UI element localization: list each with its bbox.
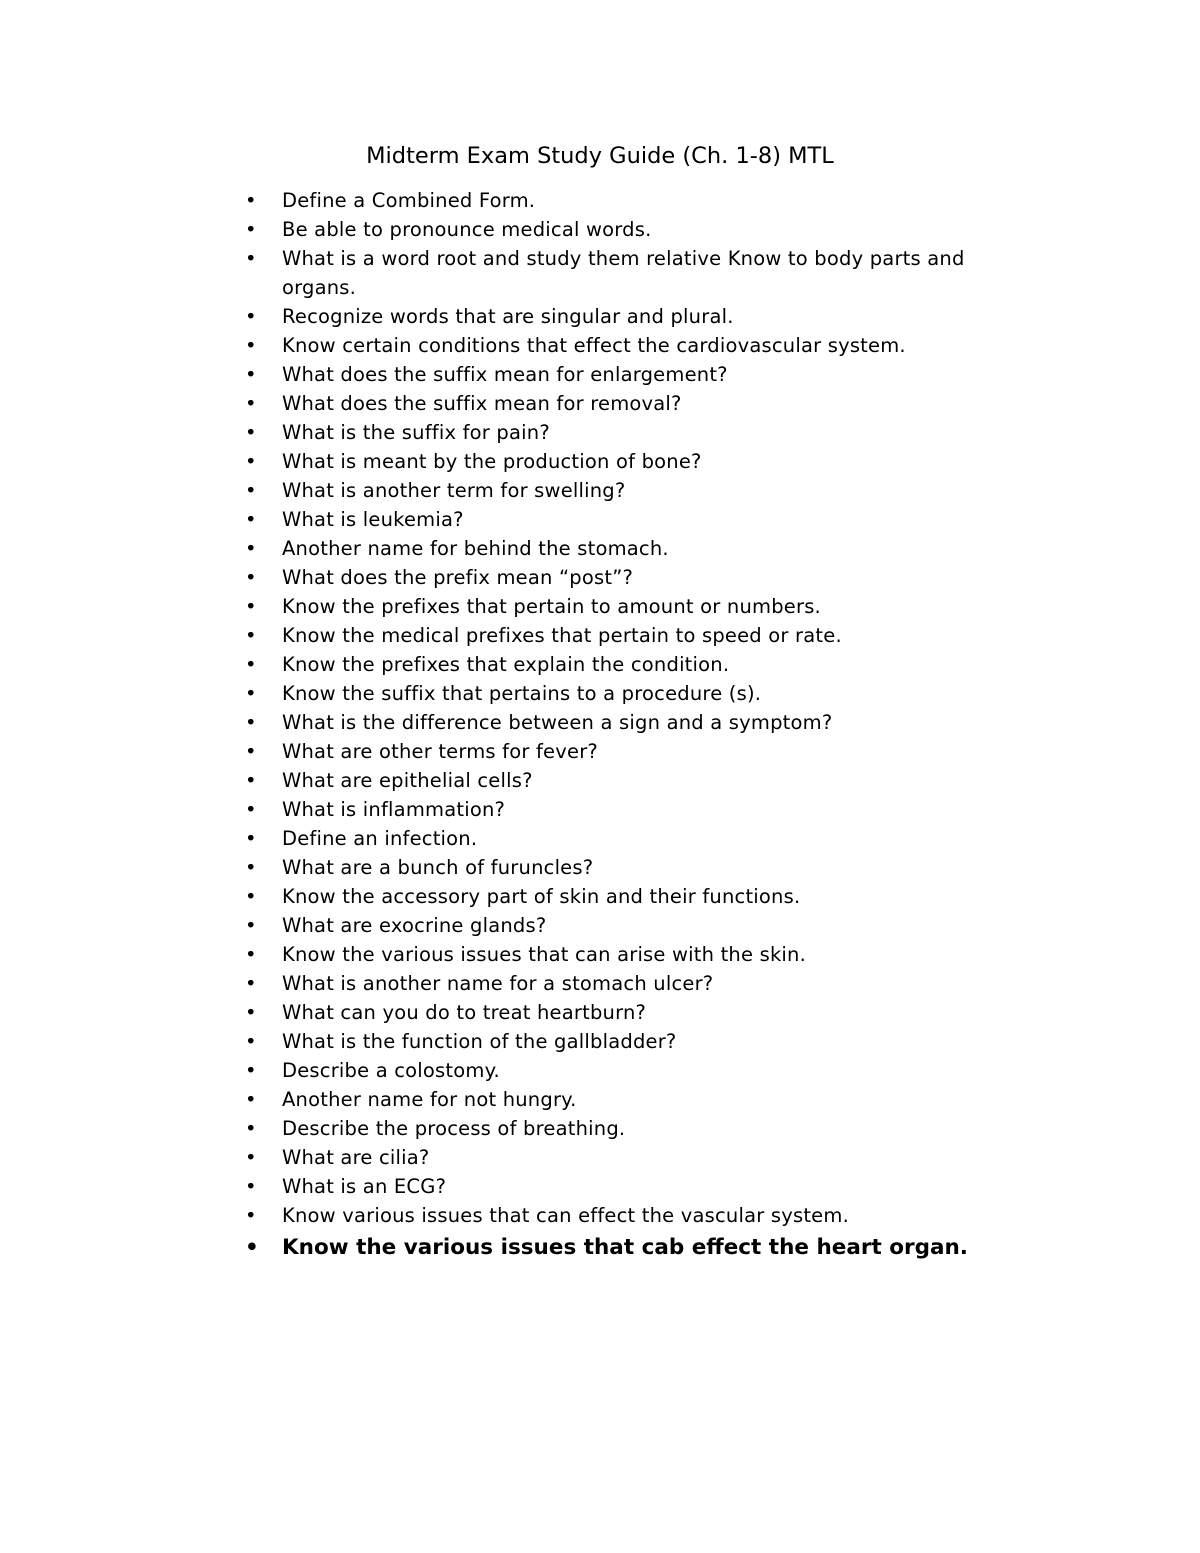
list-item-text: Define a Combined Form. [282, 189, 536, 212]
list-item-text: What are other terms for fever? [282, 740, 598, 763]
study-guide-list [242, 186, 1042, 1265]
bullet-icon: • [245, 798, 257, 821]
bullet-icon: • [245, 827, 257, 850]
list-item-text: Know certain conditions that effect the cardiovascular system. [282, 334, 906, 357]
list-item [242, 824, 1042, 853]
bullet-icon: • [245, 624, 257, 647]
list-item [242, 679, 1042, 708]
list-item-text: Know various issues that can effect the vascular system. [282, 1204, 849, 1227]
bullet-icon: • [245, 914, 257, 937]
document-title: Midterm Exam Study Guide (Ch. 1-8) MTL [366, 143, 834, 169]
list-item-text: Know the prefixes that pertain to amount or numbers. [282, 595, 821, 618]
list-item-text: Know the suffix that pertains to a procedure (s). [282, 682, 762, 705]
list-item [242, 737, 1042, 766]
list-item-text: What is another name for a stomach ulcer? [282, 972, 714, 995]
list-item [242, 215, 1042, 244]
list-item-text: Know the various issues that can arise with the skin. [282, 943, 807, 966]
list-item-text: Know the accessory part of skin and their functions. [282, 885, 801, 908]
bullet-icon: • [245, 508, 257, 531]
list-item-text: Recognize words that are singular and plural. [282, 305, 734, 328]
list-item-text: Another name for not hungry. [282, 1088, 577, 1111]
list-item [242, 244, 1042, 302]
list-item-text: Another name for behind the stomach. [282, 537, 669, 560]
bullet-icon: • [245, 1059, 257, 1082]
list-item [242, 1143, 1042, 1172]
list-item-text: What can you do to treat heartburn? [282, 1001, 647, 1024]
bullet-icon: • [245, 1175, 257, 1198]
bullet-icon: • [245, 421, 257, 444]
bullet-icon: • [245, 305, 257, 328]
list-item [242, 650, 1042, 679]
list-item [242, 447, 1042, 476]
list-item [242, 969, 1042, 998]
bullet-icon: • [245, 218, 257, 241]
list-item-text: What is the function of the gallbladder? [282, 1030, 677, 1053]
bullet-icon: • [245, 537, 257, 560]
list-item [242, 186, 1042, 215]
list-item-text: Describe a colostomy. [282, 1059, 500, 1082]
list-item-text: What is an ECG? [282, 1175, 447, 1198]
bullet-icon: • [245, 450, 257, 473]
list-item-text: What is meant by the production of bone? [282, 450, 702, 473]
list-item-text: Know the medical prefixes that pertain to speed or rate. [282, 624, 842, 647]
list-item [242, 621, 1042, 650]
list-item [242, 1027, 1042, 1056]
bullet-icon: • [245, 885, 257, 908]
list-item-text: Know the prefixes that explain the condition. [282, 653, 730, 676]
list-item [242, 882, 1042, 911]
bullet-icon: • [245, 711, 257, 734]
list-item [242, 998, 1042, 1027]
list-item-emphasized [242, 1231, 1042, 1265]
list-item-text: What is the difference between a sign and a symptom? [282, 711, 833, 734]
bullet-icon: • [245, 334, 257, 357]
bullet-icon: • [245, 1088, 257, 1111]
bullet-icon: • [245, 247, 257, 270]
list-item-text: What does the suffix mean for removal? [282, 392, 682, 415]
bullet-icon: • [245, 1001, 257, 1024]
bullet-icon: • [245, 1117, 257, 1140]
list-item-text: What is another term for swelling? [282, 479, 626, 502]
list-item [242, 708, 1042, 737]
bullet-icon: • [245, 595, 257, 618]
list-item-text: Know the various issues that cab effect the heart organ. [282, 1235, 968, 1260]
list-item [242, 360, 1042, 389]
bullet-icon: • [245, 943, 257, 966]
bullet-icon: • [245, 392, 257, 415]
bullet-icon: • [245, 1146, 257, 1169]
list-item [242, 766, 1042, 795]
list-item [242, 563, 1042, 592]
bullet-icon: • [245, 189, 257, 212]
list-item [242, 1172, 1042, 1201]
bullet-icon: • [245, 1235, 259, 1260]
list-item [242, 331, 1042, 360]
bullet-icon: • [245, 363, 257, 386]
list-item [242, 1201, 1042, 1230]
bullet-icon: • [245, 856, 257, 879]
list-item-text: What is leukemia? [282, 508, 464, 531]
list-item [242, 795, 1042, 824]
list-item [242, 505, 1042, 534]
list-item [242, 592, 1042, 621]
list-item [242, 853, 1042, 882]
list-item-text: What is a word root and study them relative Know to body parts and organs. [282, 247, 965, 299]
list-item-text: What are a bunch of furuncles? [282, 856, 594, 879]
list-item-text: Describe the process of breathing. [282, 1117, 626, 1140]
bullet-icon: • [245, 1204, 257, 1227]
list-item [242, 911, 1042, 940]
list-item-text: Be able to pronounce medical words. [282, 218, 652, 241]
list-item-text: What does the suffix mean for enlargement? [282, 363, 728, 386]
list-item [242, 1056, 1042, 1085]
list-item-text: What does the prefix mean “post”? [282, 566, 634, 589]
list-item [242, 534, 1042, 563]
bullet-icon: • [245, 1030, 257, 1053]
list-item-text: Define an infection. [282, 827, 478, 850]
bullet-icon: • [245, 769, 257, 792]
list-item-text: What is inflammation? [282, 798, 506, 821]
list-item-text: What are exocrine glands? [282, 914, 547, 937]
list-item [242, 1114, 1042, 1143]
list-item [242, 940, 1042, 969]
bullet-icon: • [245, 653, 257, 676]
list-item [242, 476, 1042, 505]
list-item [242, 418, 1042, 447]
bullet-icon: • [245, 740, 257, 763]
list-item-text: What are epithelial cells? [282, 769, 533, 792]
bullet-icon: • [245, 682, 257, 705]
list-item [242, 1085, 1042, 1114]
list-item-text: What are cilia? [282, 1146, 430, 1169]
bullet-icon: • [245, 972, 257, 995]
bullet-icon: • [245, 566, 257, 589]
list-item [242, 302, 1042, 331]
bullet-icon: • [245, 479, 257, 502]
list-item [242, 389, 1042, 418]
list-item-text: What is the suffix for pain? [282, 421, 550, 444]
